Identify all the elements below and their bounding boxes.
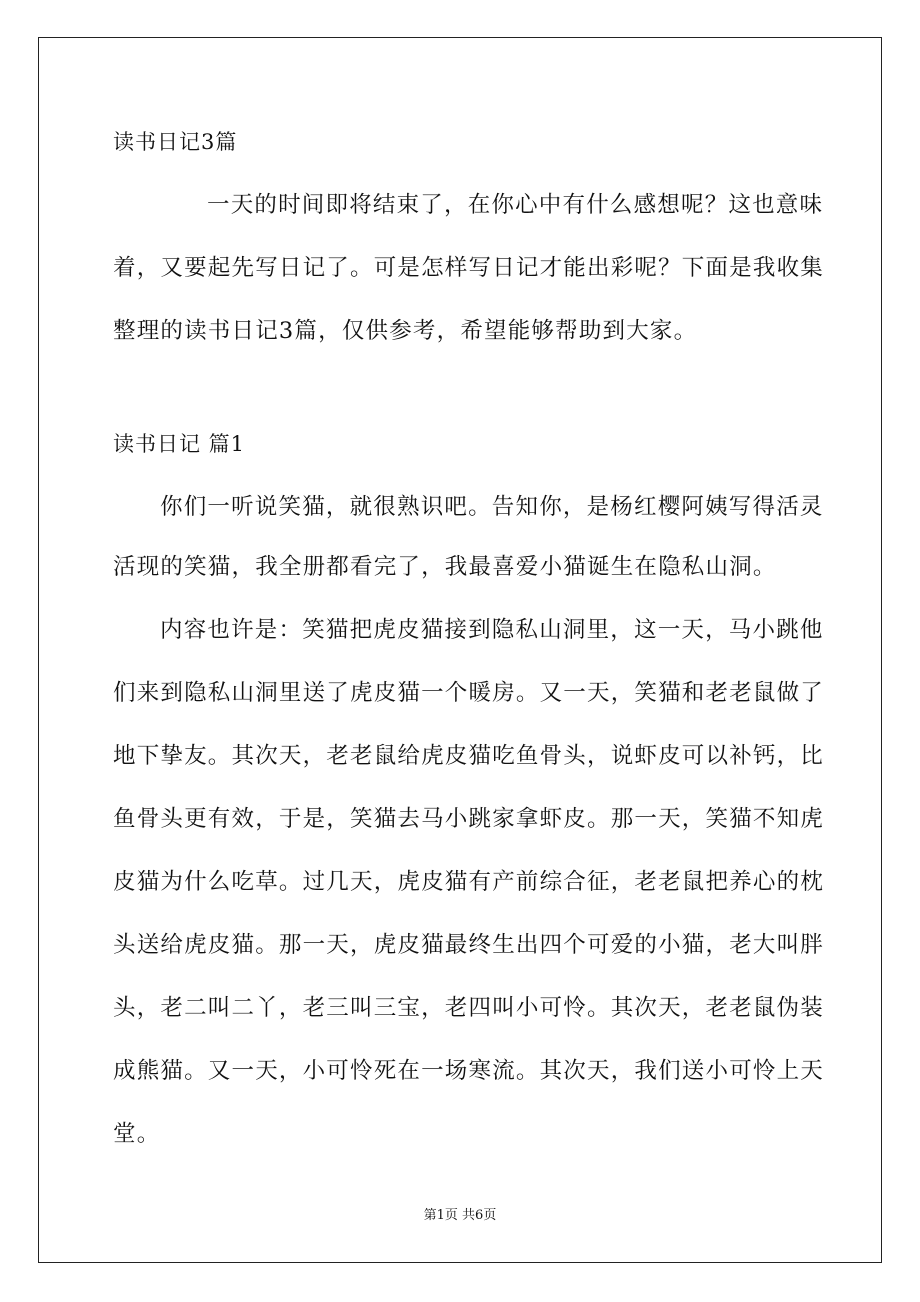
paragraph-line: 你们一听说笑猫，就很熟识吧。告知你，是杨红樱阿姨写得活灵	[160, 494, 824, 520]
paragraph-line: 头，老二叫二丫，老三叫三宝，老四叫小可怜。其次天，老老鼠伪装	[113, 995, 825, 1021]
section-heading: 读书日记 篇1	[113, 432, 246, 456]
intro-line: 着，又要起先写日记了。可是怎样写日记才能出彩呢？下面是我收集	[113, 255, 825, 281]
paragraph-line: 皮猫为什么吃草。过几天，虎皮猫有产前综合征，老老鼠把养心的枕	[113, 869, 825, 895]
paragraph-line: 活现的笑猫，我全册都看完了，我最喜爱小猫诞生在隐私山洞。	[113, 554, 777, 580]
paragraph-line: 地下挚友。其次天，老老鼠给虎皮猫吃鱼骨头，说虾皮可以补钙，比	[113, 743, 825, 769]
document-title: 读书日记3篇	[113, 130, 238, 154]
page-footer: 第1页 共6页	[423, 1208, 497, 1223]
paragraph-line: 头送给虎皮猫。那一天，虎皮猫最终生出四个可爱的小猫，老大叫胖	[113, 932, 825, 958]
paragraph-line: 鱼骨头更有效，于是，笑猫去马小跳家拿虾皮。那一天，笑猫不知虎	[113, 806, 825, 832]
paragraph-line: 内容也许是：笑猫把虎皮猫接到隐私山洞里，这一天，马小跳他	[160, 617, 824, 643]
intro-line: 一天的时间即将结束了，在你心中有什么感想呢？这也意味	[207, 192, 824, 218]
paragraph-line: 堂。	[113, 1121, 161, 1147]
paragraph-line: 们来到隐私山洞里送了虎皮猫一个暖房。又一天，笑猫和老老鼠做了	[113, 680, 825, 706]
paragraph-line: 成熊猫。又一天，小可怜死在一场寒流。其次天，我们送小可怜上天	[113, 1058, 825, 1084]
intro-line: 整理的读书日记3篇，仅供参考，希望能够帮助到大家。	[113, 318, 698, 344]
